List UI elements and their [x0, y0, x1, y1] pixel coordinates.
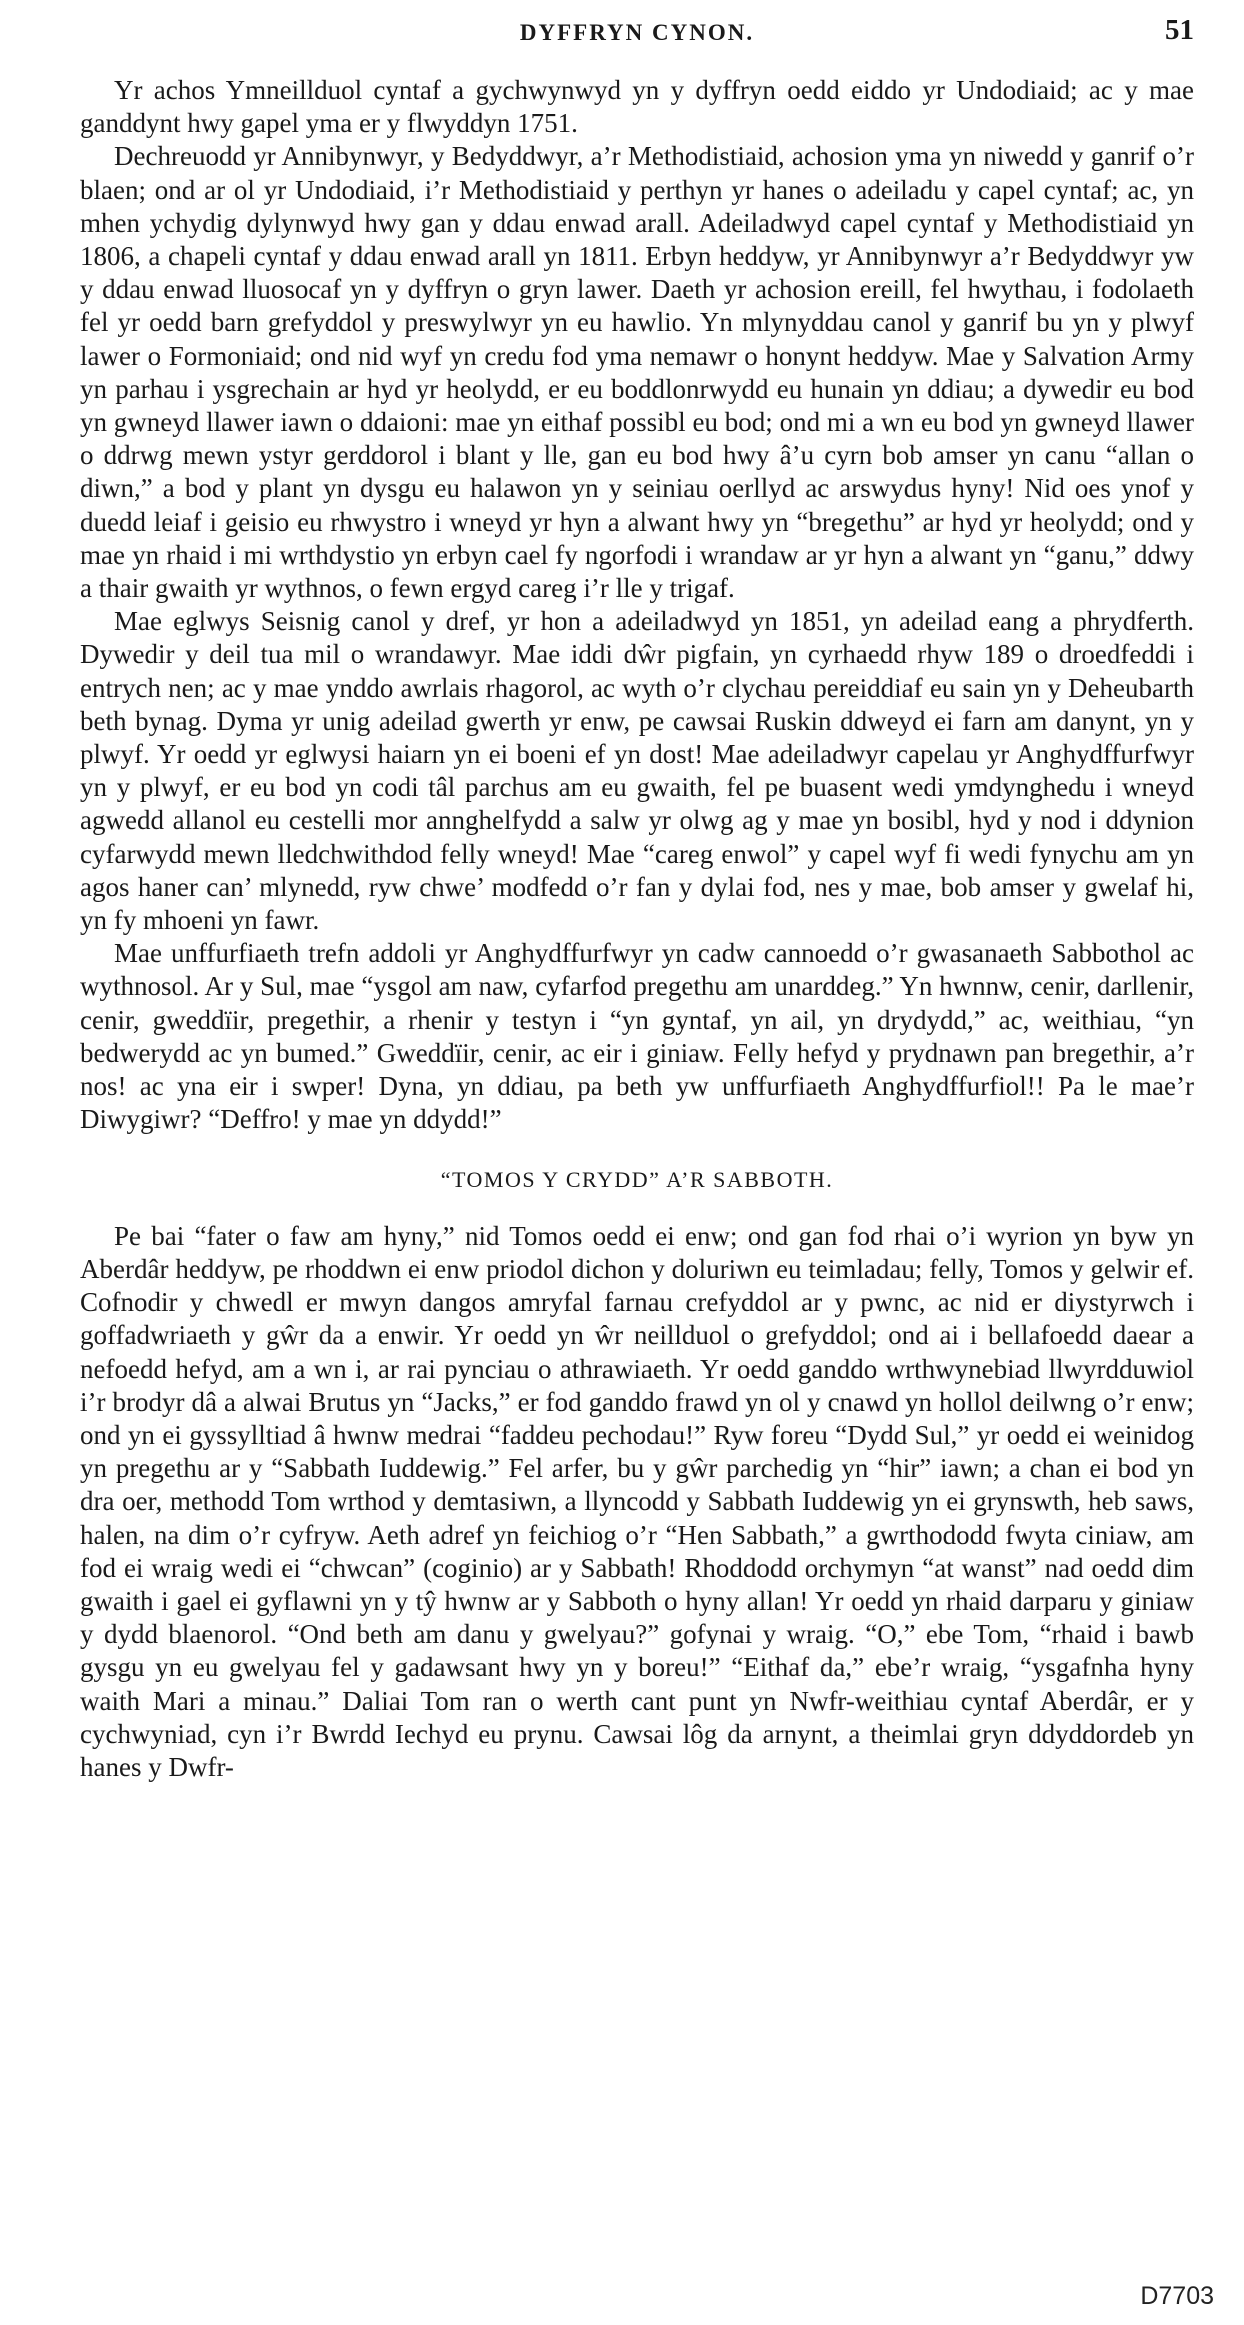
- paragraph: Mae unffurfiaeth trefn addoli yr Anghydffurfwyr yn cadw cannoedd o’r gwasanaeth Sabbothol ac wythnosol. Ar y Sul, mae “ysgol am naw, cyfarfod pregethu am unarddeg.” Yn hwnnw, cenir, darllenir, cenir, gweddïir, pregethir, a rhenir y testyn i “yn gyntaf, yn ail, yn drydydd,” ac, weithiau, “yn bedwerydd ac yn bumed.” Gweddïir, cenir, ac eir i giniaw. Felly hefyd y prydnawn pan bregethir, a’r nos! ac yna eir i swper! Dyna, yn ddiau, pa beth yw unffurfiaeth Anghydffurfiol!! Pa le mae’r Diwygiwr? “Deffro! y mae yn ddydd!”: [80, 938, 1194, 1135]
- running-title: DYFFRYN CYNON.: [519, 20, 755, 45]
- section-heading: “TOMOS Y CRYDD” A’R SABBOTH.: [440, 1166, 834, 1192]
- paragraph: Mae eglwys Seisnig canol y dref, yr hon a adeiladwyd yn 1851, yn adeilad eang a phrydferth. Dywedir y deil tua mil o wrandawyr. Mae iddi dŵr pigfain, yn cyrhaedd rhyw 189 o droedfeddi i entrych nen; ac y mae ynddo awrlais rhagorol, ac wyth o’r clychau pereiddiaf eu sain yn y Deheubarth beth bynag. Dyma yr unig adeilad gwerth yr enw, pe cawsai Ruskin ddweyd ei farn am danynt, yn y plwyf. Yr oedd yr eglwysi haiarn yn ei boeni ef yn dost! Mae adeiladwyr capelau yr Anghydffurfwyr yn y plwyf, er eu bod yn codi tâl parchus am eu gwaith, fel pe buasent wedi ymdynghedu i wneyd agwedd allanol eu cestelli mor annghelfydd a salw yr olwg ag y mae yn bosibl, hyd y nod i ddynion cyfarwydd mewn lledchwithdod felly wneyd! Mae “careg enwol” y capel wyf fi wedi fynychu am yn agos haner can’ mlynedd, ryw chwe’ modfedd o’r fan y dylai fod, nes y mae, bob amser y gwelaf hi, yn fy mhoeni yn fawr.: [80, 606, 1194, 936]
- paragraph: Yr achos Ymneillduol cyntaf a gychwynwyd yn y dyffryn oedd eiddo yr Undodiaid; ac y mae ganddynt hwy gapel yma er y flwyddyn 1751.: [80, 75, 1194, 139]
- paragraph: Pe bai “fater o faw am hyny,” nid Tomos oedd ei enw; ond gan fod rhai o’i wyrion yn byw yn Aberdâr heddyw, pe rhoddwn ei enw priodol dichon y doluriwn eu teimladau; felly, Tomos y gelwir ef. Cofnodir y chwedl er mwyn dangos amryfal farnau crefyddol ar y pwnc, ac nid er diystyrwch i goffadwriaeth y gŵr da a enwir. Yr oedd yn ŵr neillduol o grefyddol; ond ai i bellafoedd daear a nefoedd hefyd, am a wn i, ar rai pynciau o athrawiaeth. Yr oedd ganddo wrthwynebiad llwyrdduwiol i’r brodyr dâ a alwai Brutus yn “Jacks,” er fod ganddo frawd yn ol y cnawd yn hollol deilwng o’r enw; ond yn ei gyssylltiad â hwnw medrai “faddeu pechodau!” Ryw foreu “Dydd Sul,” yr oedd ei weinidog yn pregethu ar y “Sabbath Iuddewig.” Fel arfer, bu y gŵr parchedig yn “hir” iawn; a chan ei bod yn dra oer, methodd Tom wrthod y demtasiwn, a llyncodd y Sabbath Iuddewig yn ei grynswth, heb saws, halen, na dim o’r cyfryw. Aeth adref yn feichiog o’r “Hen Sabbath,” a gwrthododd fwyta ciniaw, am fod ei wraig wedi ei “chwcan” (coginio) ar y Sabbath! Rhoddodd orchymyn “at wanst” nad oedd dim gwaith i gael ei gyflawni yn y tŷ hwnw ar y Sabboth o hyny allan! Yr oedd yn rhaid darparu y giniaw y dydd blaenorol. “Ond beth am danu y gwelyau?” gofynai y wraig. “O,” ebe Tom, “rhaid i bawb gysgu yn eu gwelyau fel y gadawsant hwy yn y boreu!” “Eithaf da,” ebe’r wraig, “ysgafnha hyny waith Mari a minau.” Daliai Tom ran o werth cant punt yn Nwfr-weithiau cyntaf Aberdâr, er y cychwyniad, cyn i’r Bwrdd Iechyd eu prynu. Cawsai lôg da arnynt, a theimlai gryn ddyddordeb yn hanes y Dwfr-: [80, 1220, 1194, 1782]
- page-number: 51: [1165, 14, 1194, 46]
- paragraph: Dechreuodd yr Annibynwyr, y Bedyddwyr, a’r Methodistiaid, achosion yma yn niwedd y ganrif o’r blaen; ond ar ol yr Undodiaid, i’r Methodistiaid y perthyn yr hanes o adeiladu y capel cyntaf; ac, yn mhen ychydig dylynwyd hwy gan y ddau enwad arall. Adeiladwyd capel cyntaf y Methodistiaid yn 1806, a chapeli cyntaf y ddau enwad arall yn 1811. Erbyn heddyw, yr Annibynwyr a’r Bedyddwyr yw y ddau enwad lluosocaf yn y dyffryn o gryn lawer. Daeth yr achosion ereill, fel hwythau, i fodolaeth fel yr oedd barn grefyddol y preswylwyr yn eu hawlio. Yn mlynyddau canol y ganrif bu yn y plwyf lawer o Formoniaid; ond nid wyf yn credu fod yma nemawr o honynt heddyw. Mae y Salvation Army yn parhau i ysgrechain ar hyd yr heolydd, er eu boddlonrwydd eu hunain yn ddiau; a dywedir eu bod yn gwneyd llawer iawn o ddaioni: mae yn eithaf possibl eu bod; ond mi a wn eu bod yn gwneyd llawer o ddrwg mewn ystyr gerddorol i blant y lle, gan eu bod hwy â’u cyrn bob amser yn canu “allan o diwn,” a bod y plant yn dysgu eu halawon yn y seiniau oerllyd ac arswydus hyny! Nid oes ynof y duedd leiaf i geisio eu rhwystro i wneyd yr hyn a alwant hwy yn “bregethu” ar hyd yr heolydd; ond y mae yn rhaid i mi wrthdystio yn erbyn cael fy ngorfodi i wrandaw ar yr hyn a alwant yn “ganu,” ddwy a thair gwaith yr wythnos, o fewn ergyd careg i’r lle y trigaf.: [80, 141, 1194, 604]
- archive-stamp: D7703: [1140, 2282, 1214, 2310]
- running-header: [80, 14, 1194, 58]
- body-text: [80, 74, 1194, 1784]
